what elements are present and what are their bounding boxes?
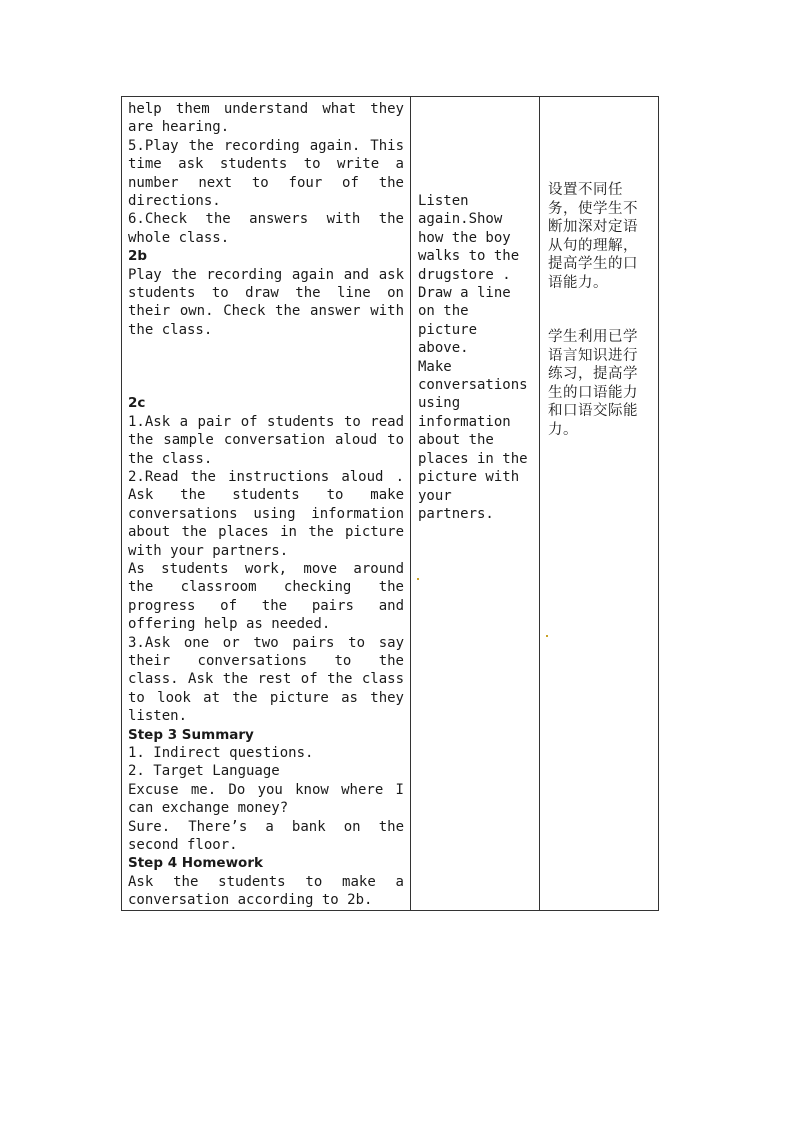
summary-item: 1. Indirect questions. <box>128 745 314 761</box>
design-intent-text: 设置不同任务，使学生不断加深对定语从句的理解，提高学生的口语能力。 <box>548 182 638 291</box>
student-activity-text: Make conversations using information about the places in the picture with your partners. <box>418 358 528 522</box>
homework-heading: Step 4 Homework <box>128 855 263 872</box>
section-2c-item: 3.Ask one or two pairs to say their conversations to the class. Ask the rest of the class to look at the picture as they listen. <box>128 634 404 725</box>
section-2c-item: As students work, move around the classroom checking the progress of the pairs and offering help as needed. <box>128 560 404 633</box>
summary-heading: Step 3 Summary <box>128 726 254 743</box>
lesson-plan-table <box>121 96 659 911</box>
table-row <box>122 97 659 911</box>
section-2c-item: 2.Read the instructions aloud . Ask the students to make conversations using information about the places in the picture with your partners. <box>128 468 404 559</box>
blank-gap <box>128 339 404 394</box>
stray-mark <box>417 578 419 580</box>
summary-item: Excuse me. Do you know where I can exchange money? <box>128 781 404 817</box>
summary-item: 2. Target Language <box>128 763 280 780</box>
section-2b-text: Play the recording again and ask students to draw the line on their own. Check the answer with the class. <box>128 266 404 338</box>
section-2c-item: 1.Ask a pair of students to read the sample conversation aloud to the class. <box>128 413 404 467</box>
design-intent-cell <box>540 97 659 911</box>
teaching-steps-cell <box>122 97 411 911</box>
intro-line: 5.Play the recording again. This time ask students to write a number next to four of the directions. <box>128 137 404 210</box>
blank-gap <box>548 292 650 328</box>
intro-line: help them understand what they are hearing. <box>128 101 404 136</box>
summary-item: Sure. There’s a bank on the second floor. <box>128 818 404 854</box>
student-activity-cell <box>411 97 540 911</box>
section-heading-2b: 2b <box>128 248 148 265</box>
stray-mark <box>546 635 548 637</box>
homework-text: Ask the students to make a conversation according to 2b. <box>128 873 404 909</box>
intro-line: 6.Check the answers with the whole class. <box>128 211 404 246</box>
design-intent-text: 学生利用已学语言知识进行练习，提高学生的口语能力和口语交际能力。 <box>548 329 638 438</box>
student-activity-text: Listen again.Show how the boy walks to the drugstore . Draw a line on the picture above. <box>418 193 520 357</box>
section-heading-2c: 2c <box>128 395 146 412</box>
